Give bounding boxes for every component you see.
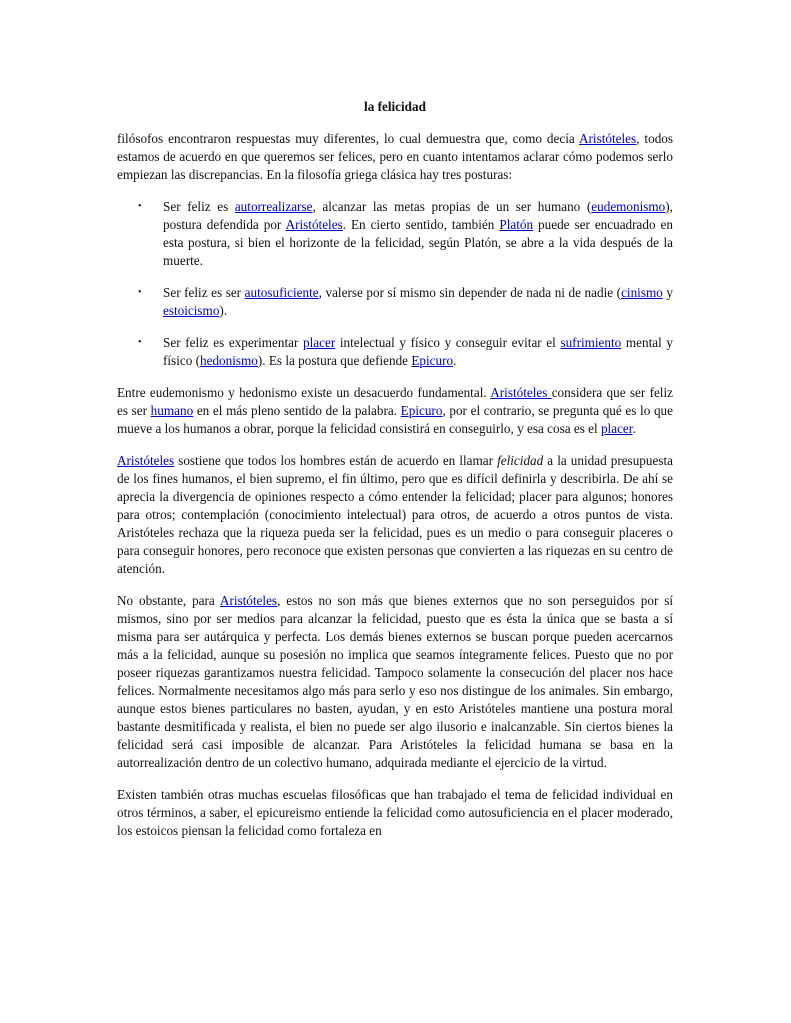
intro-paragraph <box>117 130 673 184</box>
link-platon[interactable]: Platón <box>499 217 534 232</box>
paragraph-escuelas-filosoficas <box>117 786 673 840</box>
text-run: filósofos encontraron respuestas muy diferentes, lo cual demuestra que, como decía <box>117 131 580 146</box>
text-run: ). <box>219 303 228 318</box>
text-run: en el más pleno sentido de la palabra. <box>193 403 401 418</box>
text-run: Ser feliz es experimentar <box>163 335 304 350</box>
paragraph-aristoteles-felicidad <box>117 452 673 578</box>
text-run: , estos no son más que bienes externos que no son perseguidos por sí mismos, sino por ser medios para alcanzar la felicidad, puesto que es ésta la única que se basta a sí misma para ser autárquica y perfecta. Los demás bienes externos se buscan porque pueden acercarnos más a la felicidad, aunque su posesión no implica que seamos íntegramente felices. Puesto que no por poseer riquezas garantizamos nuestra felicidad. Tampoco solamente la consecución del placer nos hace felices. Normalmente necesitamos algo más para serlo y eso nos distingue de los animales. Sin embargo, aunque estos bienes particulares no basten, ayudan, y en esto Aristóteles mantiene una postura moral bastante desmitificada y realista, el bien no puede ser algo ilusorio e inalcanzable. Sin ciertos bienes la felicidad será casi imposible de alcanzar. Para Aristóteles la felicidad humana se basa en la autorrealización dentro de un colectivo humano, adquirada mediante el ejercicio de la virtud. <box>117 593 674 770</box>
postures-list <box>117 198 673 370</box>
link-epicuro[interactable]: Epicuro <box>400 403 443 418</box>
link-aristoteles[interactable]: Aristóteles <box>579 131 637 146</box>
link-aristoteles[interactable]: Aristóteles <box>285 217 343 232</box>
text-run: Ser feliz es <box>163 199 235 214</box>
text-run: Ser feliz es ser <box>163 285 245 300</box>
bullet-icon: • <box>138 287 142 298</box>
text-run: intelectual y físico y conseguir evitar el <box>335 335 561 350</box>
text-run: sostiene que todos los hombres están de acuerdo en llamar <box>174 453 498 468</box>
link-aristoteles[interactable]: Aristóteles <box>117 453 175 468</box>
link-aristoteles[interactable]: Aristóteles <box>219 593 278 608</box>
text-run: y <box>662 285 673 300</box>
text-run: ), postura defendida por <box>163 199 673 232</box>
text-run: Existen también otras muchas escuelas filosóficas que han trabajado el tema de felicidad individual en otros términos, a saber, el epicureismo entiende la felicidad como autosuficiencia en el placer moderado, los estoicos piensan la felicidad como fortaleza en <box>117 787 673 838</box>
text-run: , valerse por sí mismo sin depender de nada ni de nadie ( <box>318 285 622 300</box>
link-humano[interactable]: humano <box>150 403 194 418</box>
page-title: la felicidad <box>364 99 426 114</box>
link-placer[interactable]: placer <box>303 335 336 350</box>
text-run: . <box>632 421 636 436</box>
text-run: a la unidad presupuesta de los fines humanos, el bien supremo, el fin último, pero que es difícil definirla y describirla. De ahí se aprecia la divergencia de opiniones respecto a cómo entender la felicidad; placer para algunos; honores para otros; contemplación (conocimiento intelectual) para otros, de acuerdo a otros puntos de vista. Aristóteles rechaza que la riqueza pueda ser la felicidad, pues es un medio o para conseguir placeres o para conseguir honores, pero reconoce que existen personas que convierten a las riquezas en su centro de atención. <box>117 453 673 576</box>
text-run: No obstante, para <box>117 593 220 608</box>
bullet-icon: • <box>138 201 142 212</box>
list-item <box>138 284 673 320</box>
text-run: ). Es la postura que defiende <box>257 353 412 368</box>
link-eudemonismo[interactable]: eudemonismo <box>591 199 666 214</box>
link-autorrealizarse[interactable]: autorrealizarse <box>234 199 313 214</box>
italic-term: felicidad <box>497 453 544 468</box>
link-estoicismo[interactable]: estoicismo <box>163 303 220 318</box>
link-epicuro[interactable]: Epicuro <box>411 353 454 368</box>
list-item <box>138 334 673 370</box>
text-run: mental y físico ( <box>163 335 673 368</box>
list-item <box>138 198 673 270</box>
paragraph-eudemonismo-hedonismo <box>117 384 673 438</box>
text-run: Entre eudemonismo y hedonismo existe un desacuerdo fundamental. <box>117 385 491 400</box>
text-run: , todos estamos de acuerdo en que queremos ser felices, pero en cuanto intentamos aclarar cómo podemos serlo empiezan las discrepancias. En la filosofía griega clásica hay tres posturas: <box>117 131 674 182</box>
text-run: , por el contrario, se pregunta qué es lo que mueve a los humanos a obrar, porque la felicidad consistirá en conseguirlo, y esa cosa es el <box>117 403 673 436</box>
link-placer[interactable]: placer <box>600 421 633 436</box>
text-run: , alcanzar las metas propias de un ser humano ( <box>312 199 592 214</box>
link-hedonismo[interactable]: hedonismo <box>200 353 258 368</box>
link-cinismo[interactable]: cinismo <box>621 285 663 300</box>
link-autosuficiente[interactable]: autosuficiente <box>244 285 319 300</box>
bullet-icon: • <box>138 337 142 348</box>
paragraph-bienes-externos <box>117 592 673 772</box>
link-sufrimiento[interactable]: sufrimiento <box>560 335 622 350</box>
link-aristoteles[interactable]: Aristóteles <box>490 385 552 400</box>
text-run: . En cierto sentido, también <box>342 217 500 232</box>
text-run: puede ser encuadrado en esta postura, si bien el horizonte de la felicidad, según Platón, se abre a la vida después de la muerte. <box>163 217 673 268</box>
document-page <box>117 98 673 854</box>
text-run: considera que ser feliz es ser <box>117 385 673 418</box>
text-run: . <box>453 353 457 368</box>
